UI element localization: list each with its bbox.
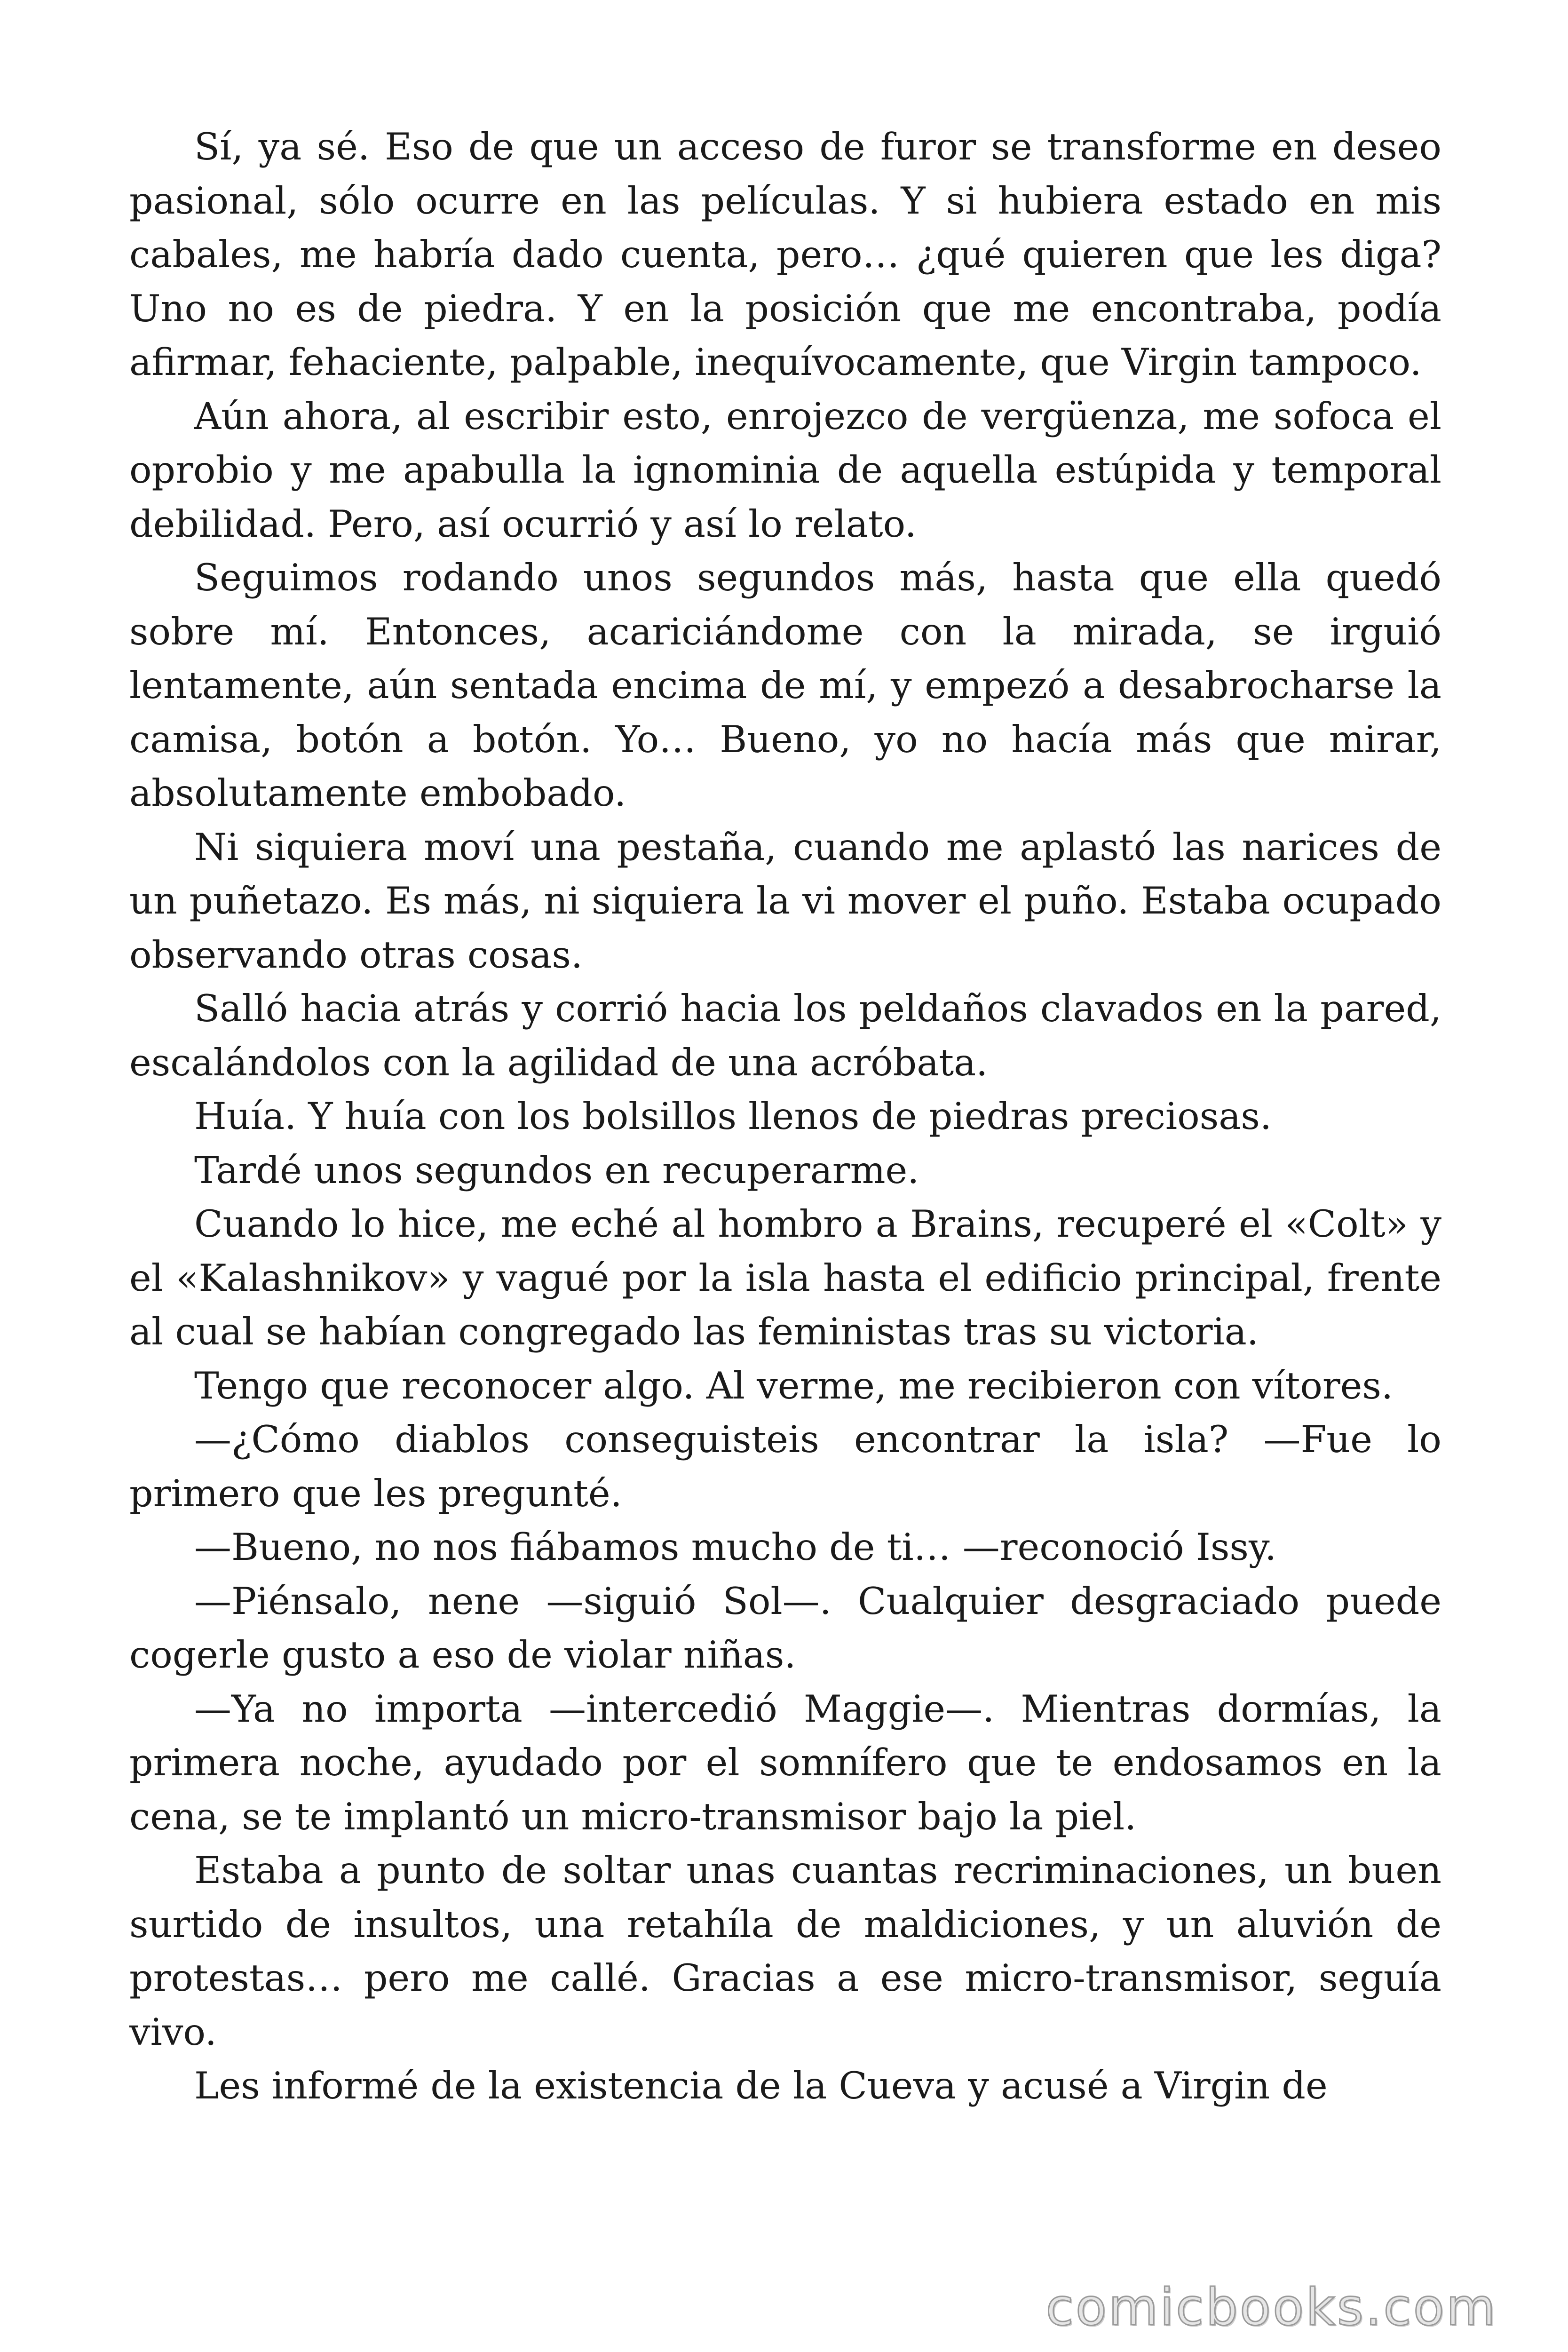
paragraph: Estaba a punto de soltar unas cuantas recriminaciones, un buen surtido de insultos, una retahíla de maldiciones, y un aluvión de protestas… pero me callé. Gracias a ese micro-transmisor, seguía vivo. — [129, 1849, 1441, 2054]
paragraph: Aún ahora, al escribir esto, enrojezco de vergüenza, me sofoca el oprobio y me apabulla la ignominia de aquella estúpida y temporal debilidad. Pero, así ocurrió y así lo relato. — [129, 394, 1441, 546]
body-text — [129, 120, 1441, 2113]
paragraph: —¿Cómo diablos conseguisteis encontrar la isla? —Fue lo primero que les pregunté. — [129, 1418, 1441, 1515]
paragraph: Tardé unos segundos en recuperarme. — [194, 1148, 919, 1192]
paragraph: Ni siquiera moví una pestaña, cuando me aplastó las narices de un puñetazo. Es más, ni siquiera la vi mover el puño. Estaba ocupado observando otras cosas. — [129, 825, 1441, 977]
watermark-logo: comicbooks.com — [1045, 2278, 1497, 2337]
paragraph: Salló hacia atrás y corrió hacia los peldaños clavados en la pared, escalándolos con la agilidad de una acróbata. — [129, 987, 1441, 1084]
paragraph: Huía. Y huía con los bolsillos llenos de piedras preciosas. — [194, 1095, 1272, 1138]
paragraph: Les informé de la existencia de la Cueva y acusé a Virgin de — [194, 2064, 1328, 2107]
paragraph: Sí, ya sé. Eso de que un acceso de furor se transforme en deseo pasional, sólo ocurre en las películas. Y si hubiera estado en mis cabales, me habría dado cuenta, pero… ¿qué quieren que les diga? Uno no es de piedra. Y en la posición que me encontraba, podía afirmar, fehaciente, palpable, inequívocamente, que Virgin tampoco. — [129, 125, 1441, 384]
paragraph: Seguimos rodando unos segundos más, hasta que ella quedó sobre mí. Entonces, acariciándome con la mirada, se irguió lentamente, aún sentada encima de mí, y empezó a desabrocharse la camisa, botón a botón. Yo… Bueno, yo no hacía más que mirar, absolutamente embobado. — [129, 556, 1441, 815]
paragraph: —Ya no importa —intercedió Maggie—. Mientras dormías, la primera noche, ayudado por el somnífero que te endosamos en la cena, se te implantó un micro-transmisor bajo la piel. — [129, 1687, 1441, 1838]
paragraph: —Piénsalo, nene —siguió Sol—. Cualquier desgraciado puede cogerle gusto a eso de violar niñas. — [129, 1579, 1441, 1677]
paragraph: Tengo que reconocer algo. Al verme, me recibieron con vítores. — [194, 1364, 1394, 1407]
paragraph: Cuando lo hice, me eché al hombro a Brains, recuperé el «Colt» y el «Kalashnikov» y vagué por la isla hasta el edificio principal, frente al cual se habían congregado las feministas tras su victoria. — [129, 1202, 1441, 1353]
paragraph: —Bueno, no nos fiábamos mucho de ti… —reconoció Issy. — [194, 1526, 1277, 1569]
